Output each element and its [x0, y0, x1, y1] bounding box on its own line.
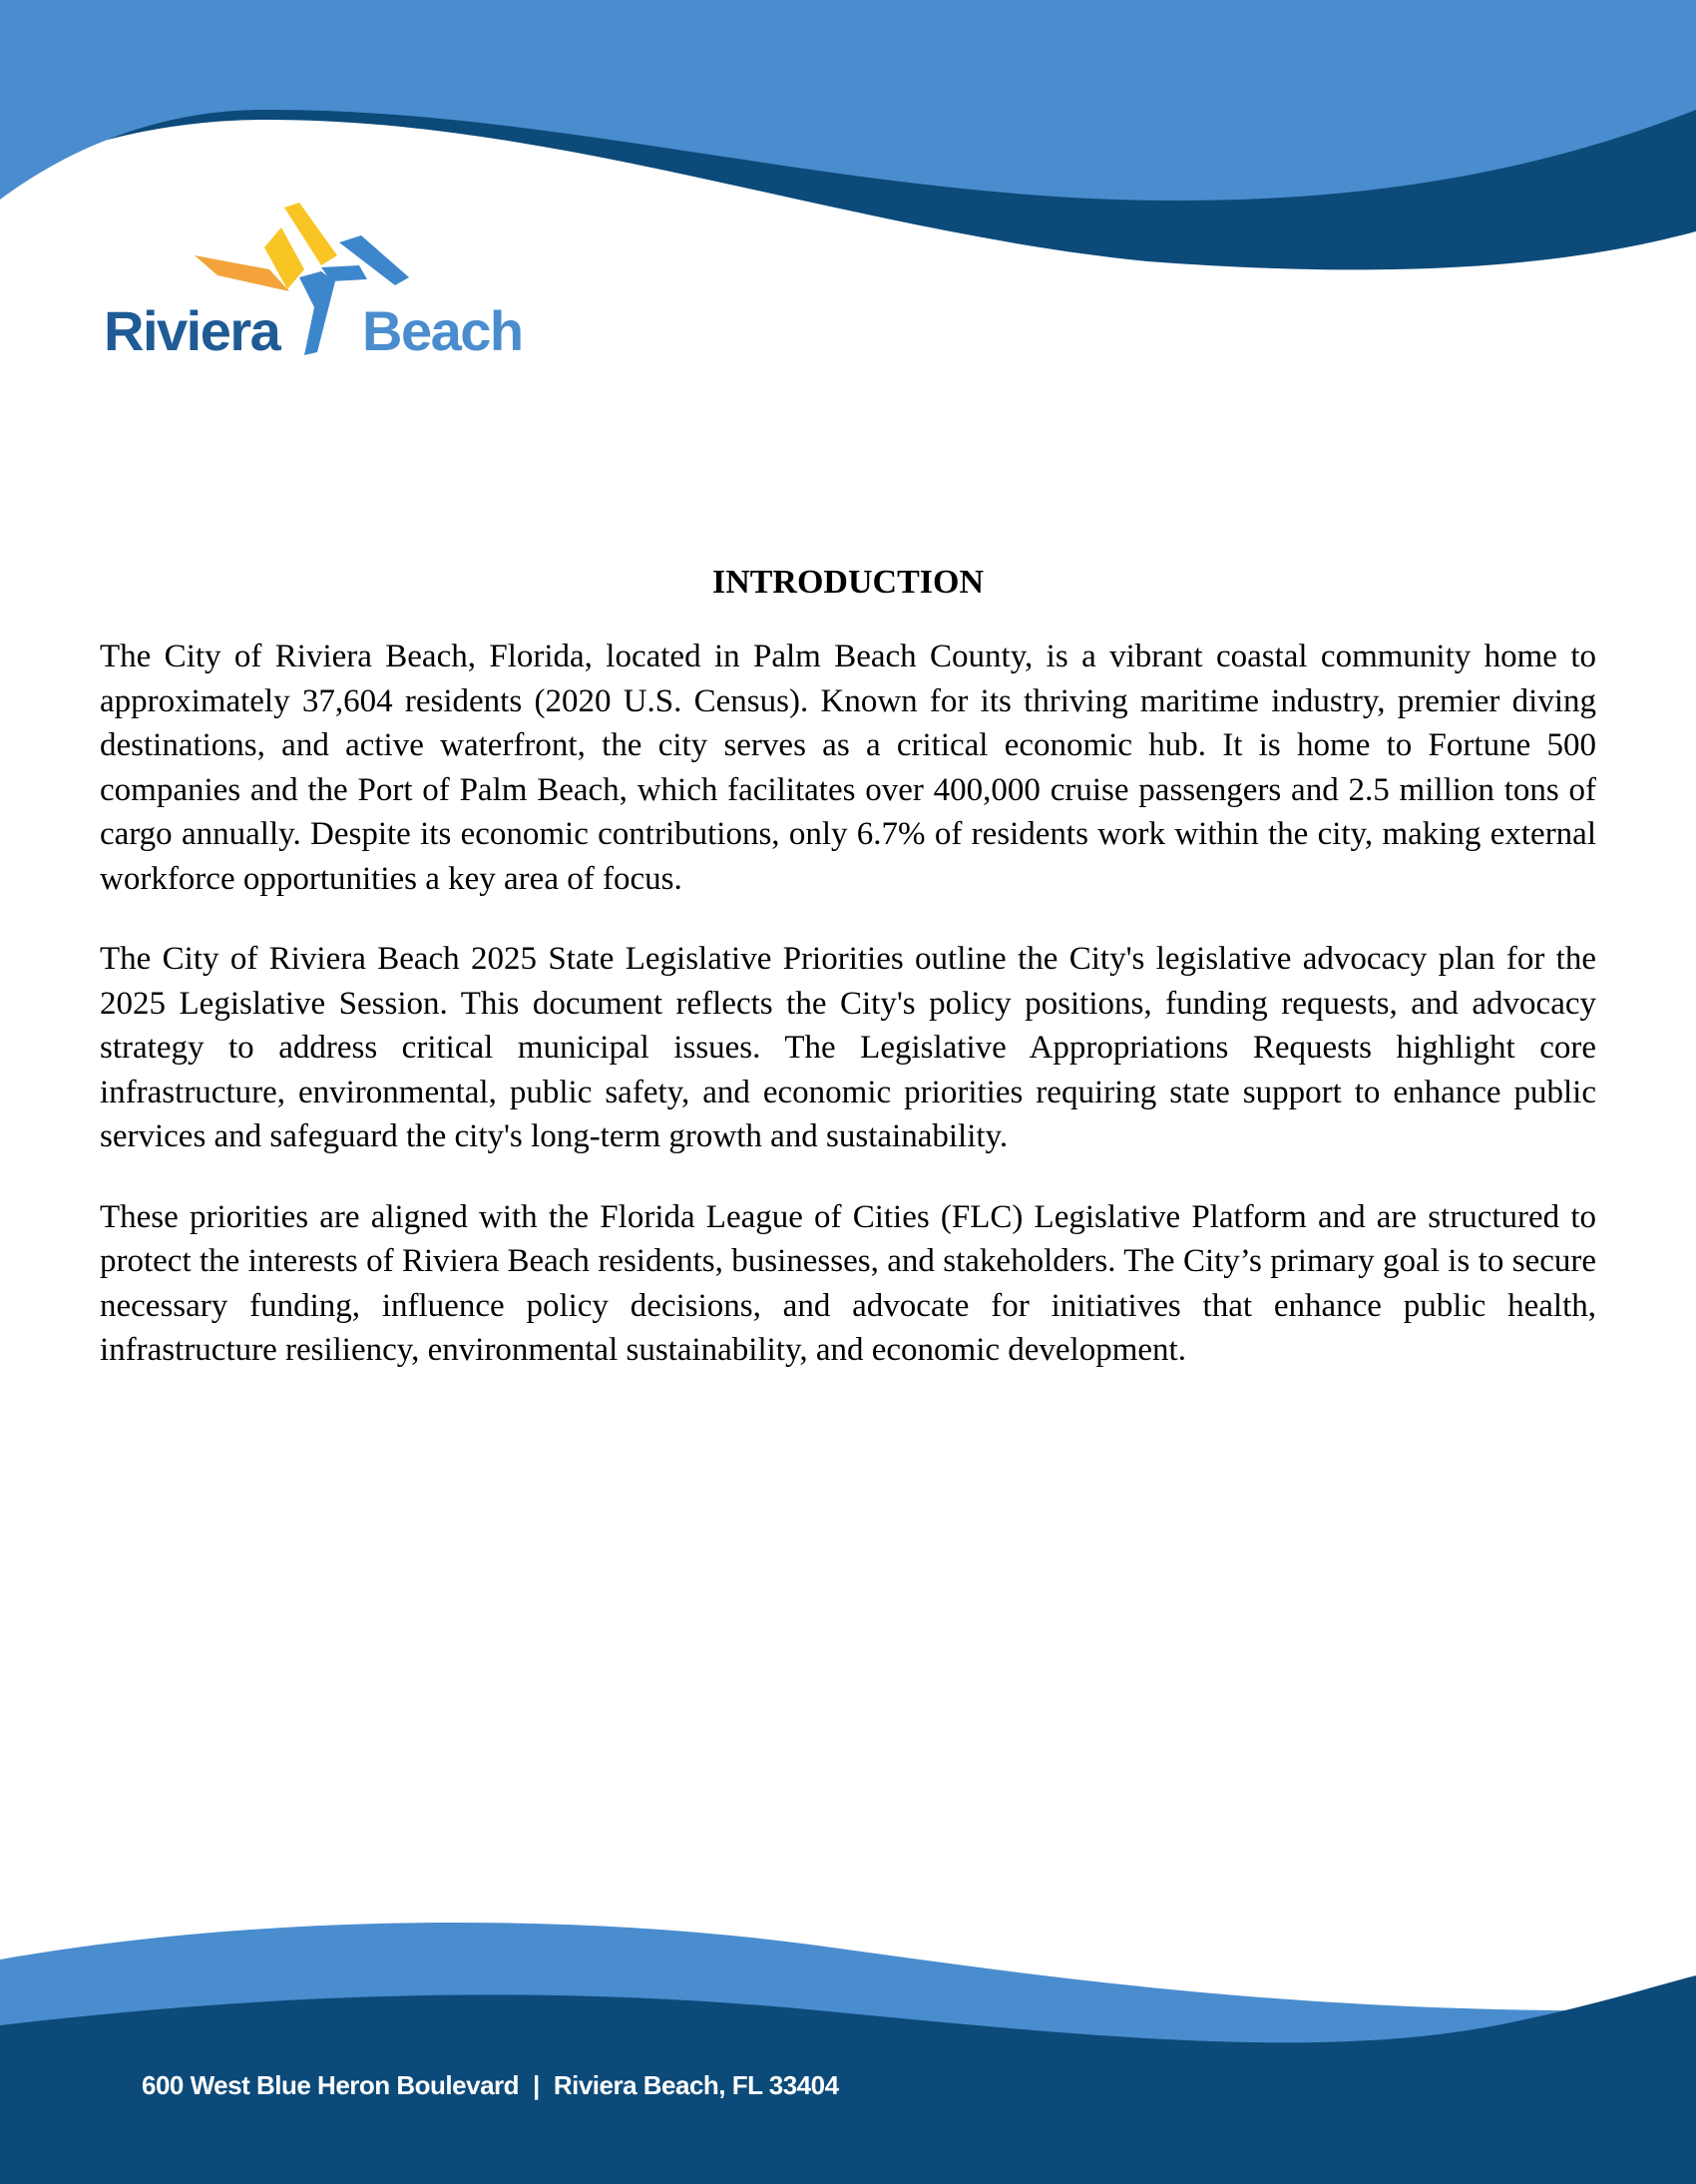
riviera-beach-logo: [100, 198, 539, 372]
header-wave-light: [0, 0, 1696, 201]
logo-word-riviera: Riviera: [104, 299, 280, 362]
footer-wave: [0, 1916, 1696, 2184]
logo-word-beach: Beach: [362, 299, 523, 362]
document-body: [100, 555, 1596, 1409]
footer-city: Riviera Beach, FL 33404: [553, 2070, 839, 2100]
paragraph-priorities: The City of Riviera Beach 2025 State Legislative Priorities outline the City's legislative advocacy plan for the 2025 Legislative Session. This document reflects the City's policy positions, funding requests, and advocacy strategy to address critical municipal issues. The Legislative Appropriations Requests highlight core infrastructure, environmental, public safety, and economic priorities requiring state support to enhance public services and safeguard the city's long-term growth and sustainability.: [100, 941, 1596, 1154]
paragraph-intro: The City of Riviera Beach, Florida, located in Palm Beach County, is a vibrant coastal community home to approximately 37,604 residents (2020 U.S. Census). Known for its thriving maritime industry, premier diving destinations, and active waterfront, the city serves as a critical economic hub. It is home to Fortune 500 companies and the Port of Palm Beach, which facilitates over 400,000 cruise passengers and 2.5 million tons of cargo annually. Despite its economic contributions, only 6.7% of residents work within the city, making external workforce opportunities a key area of focus.: [100, 639, 1596, 897]
footer-street: 600 West Blue Heron Boulevard: [142, 2070, 520, 2100]
page-title: INTRODUCTION: [711, 564, 985, 601]
footer-address: [142, 2070, 839, 2101]
logo-stroke-blue: [299, 271, 335, 355]
paragraph-alignment: These priorities are aligned with the Florida League of Cities (FLC) Legislative Platform and are structured to protect the interests of Riviera Beach residents, businesses, and stakeholders. The City’s primary goal is to secure necessary funding, influence policy decisions, and advocate for initiatives that enhance public health, infrastructure resiliency, environmental sustainability, and economic development.: [100, 1198, 1596, 1368]
footer-separator: |: [533, 2070, 540, 2100]
